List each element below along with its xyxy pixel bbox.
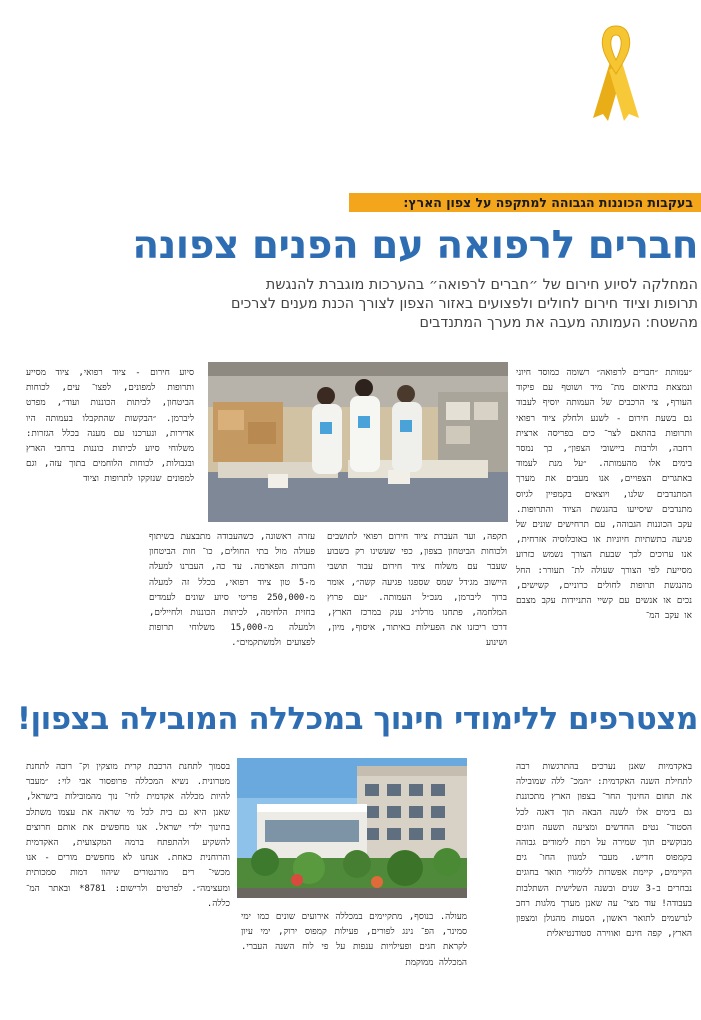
volunteers-warehouse-photo <box>208 362 508 522</box>
article1-column-1 <box>516 366 692 684</box>
body-text: מעולה. בנוסף, מתקיימים במכללה אירועים שונים כמו ימי סמינר, הפ־ נינג לפורים, פעילות קמפוס ירוק, ימי עיון לקראת חגים ופעילויות ענפות על פי לוח השנה העברי. המכללה ממוקמת <box>241 912 467 968</box>
body-text: סיוע חירום - ציוד רפואי, ציוד מסייע ותרופות למפונים, לפצו־ עים, לכוחות הביטחון, לכיתות הכוננות ועוד״, מפרט ליברמן. ״הבקשות שהתקבלו בעמותה היו אדירות, ונערכנו עם מענה בכלל הגזרות: משלוחי סיוע לכיתות כוננות ברחבי הארץ ובגבולות, לכוחות הלוחמים בתוך עזה, וגם למפונים שנזקקו לתרופות וציוד <box>26 368 194 485</box>
article2-column-3 <box>26 760 230 1016</box>
subtitle-line: המחלקה לסיוע חירום של ״חברים לרפואה״ בהערכות מוגברת להנגשת <box>265 277 698 293</box>
body-text: ״עמותת ״חברים לרפואה״ רשומה כמוסד חיוני ונמצאת בתיאום מת־ מיד ושוטף עם פיקוד העורף, צי הרכבים של העמותה יוסיף לעבוד גם בשעת חירום - לשנע ולחלק ציוד רפואי ותרופות בהתאם לצר־ כים בפריסה ארצית רחבה, ולרבות ביישובי הצפון״, כך נמסר בימים אלו מהעמותה. ״על מנת לעמוד באתגרים הצפויים, אנו מעבים את מערך המתנדבים שלנו, ויוצאים בקמפיין לגיוס מתנדבים שיסייעו בהנגשת הציוד והתרופות. עקב הכוננות הגבוהה, עם תרחישים שונים של פגיעה בתשתיות חיוניות או באוכלוסיה אזרחית, אנו ערוכים לכך שבעת הצורך נשמש כזרוע מסייעת לפי הצורך שעולה לת־ תעורר: החל מהנגשת תרופות לחולים כרוניים, קשישים, נכים או אנשים עם קשיי התניידות עקב מצבם או עקב המ־ <box>516 368 692 622</box>
college-campus-photo <box>237 758 467 898</box>
yellow-ribbon-icon <box>585 22 647 122</box>
subtitle-line: מהשטח: העמותה מעבה את מערך המתנדבים <box>419 315 698 331</box>
article-subtitle <box>150 276 698 333</box>
article2-column-2 <box>241 910 467 1016</box>
body-text: באקדמיות שאנן נערכים בהתרגשות רבה לתחילת השנה האקדמית: ״המכ־ ללה שמובילה את תחום החינוך החר־ בצפון הארץ מתכוננת גם בימים אלו לשנה הבאה תוך דאגה לכל הסטוד־ נטים החדשים ומציעה תשעה חוגים מבוקשים תוך שמירה על רמת לימודים גבוהה בקמפוס חדיש. מעבר למגוון החו־ גים הקיימים, קיימת אפשרות ללימודי תואר בחוגים נבחרים ב-3 שנים ובשנה השלישית השתלבות בעבודה! עוד מצי־ עה שאנן מערך מלגות רחב לנרשמים לתואר ראשון, הסעות מהגולן ומצפון הארץ, קפה חינם ואווירה סטודנטיאלית <box>516 762 692 940</box>
article2-column-1 <box>516 760 692 1016</box>
body-text: תקפה, ועד העברת ציוד חירום רפואי לתושבים ולכוחות הביטחון בצפון, כפי שעשינו רק בשבוע שעבר עם משלוח ציוד חירום עבור תושבי היישוב מג׳דל שמס שספגו פגיעה קשה״, אומר ברוך ליברמן, מנכ״ל העמותה. ״עם פרוץ המלחמה, פתחנו מרלו״ג ענק במרכז הארץ, דרכו ריכזנו את הפעילות באיתור, איסוף, מיון, ושינוע <box>327 532 507 649</box>
article-headline: חברים לרפואה עם הפנים צפונה <box>132 223 698 268</box>
body-text: בסמוך לתחנת הרכבת קרית מוצקין וק־ רובה לתחנת מטרונית. נשיא המכללה פרופסור אבי לוי: ״מעבר להיות מכללה אקדמית לחי־ נוך מהמובילות בישראל, שאנן היא גם בית לכל מי שראה את עצמו משתלב בחינוך ילדי ישראל. אנו מחפשים את אותם חרוצים להשקיע ולהתפתח ברמה המקצועית, האקדמית והרוחנית כאחת. אנחנו לא מחפשים מורים - אנו מכשי־ רים מורנטורים שיהוו דמות סמכותית ומעצימה״. לפרטים ולרישום: 8781* ובאתר המ־ כללה. <box>26 762 230 909</box>
article1-column-4 <box>26 366 194 684</box>
subtitle-line: תרופות וציוד חירום לחולים ולפצועים באזור הצפון לצורך הכנת מענים לצרכים <box>231 296 698 312</box>
article1-column-2 <box>327 530 507 684</box>
body-text: עזרה ראשונה, כשהעבודה מתבצעת בשיתוף פעולה מול בתי החולים, כו־ חות הביטחון וחברות הפארמה. עד כה, העברנו למעלה מ-5 טון ציוד רפואי, בכלל זה למעלה מ-250,000 פריטי סיוע שונים לעמדים בחזית הלחימה, לכיתות הכוננות ולחיילים, ולמעלה מ-15,000 משלוחי תרופות לפצועים ולמשתקמים״. <box>149 532 315 649</box>
article2-headline: מצטרפים ללימודי חינוך במכללה המובילה בצפון! <box>16 701 698 737</box>
article-kicker: בעקבות הכוננות הגבוהה למתקפה על צפון הארץ: <box>349 193 701 212</box>
